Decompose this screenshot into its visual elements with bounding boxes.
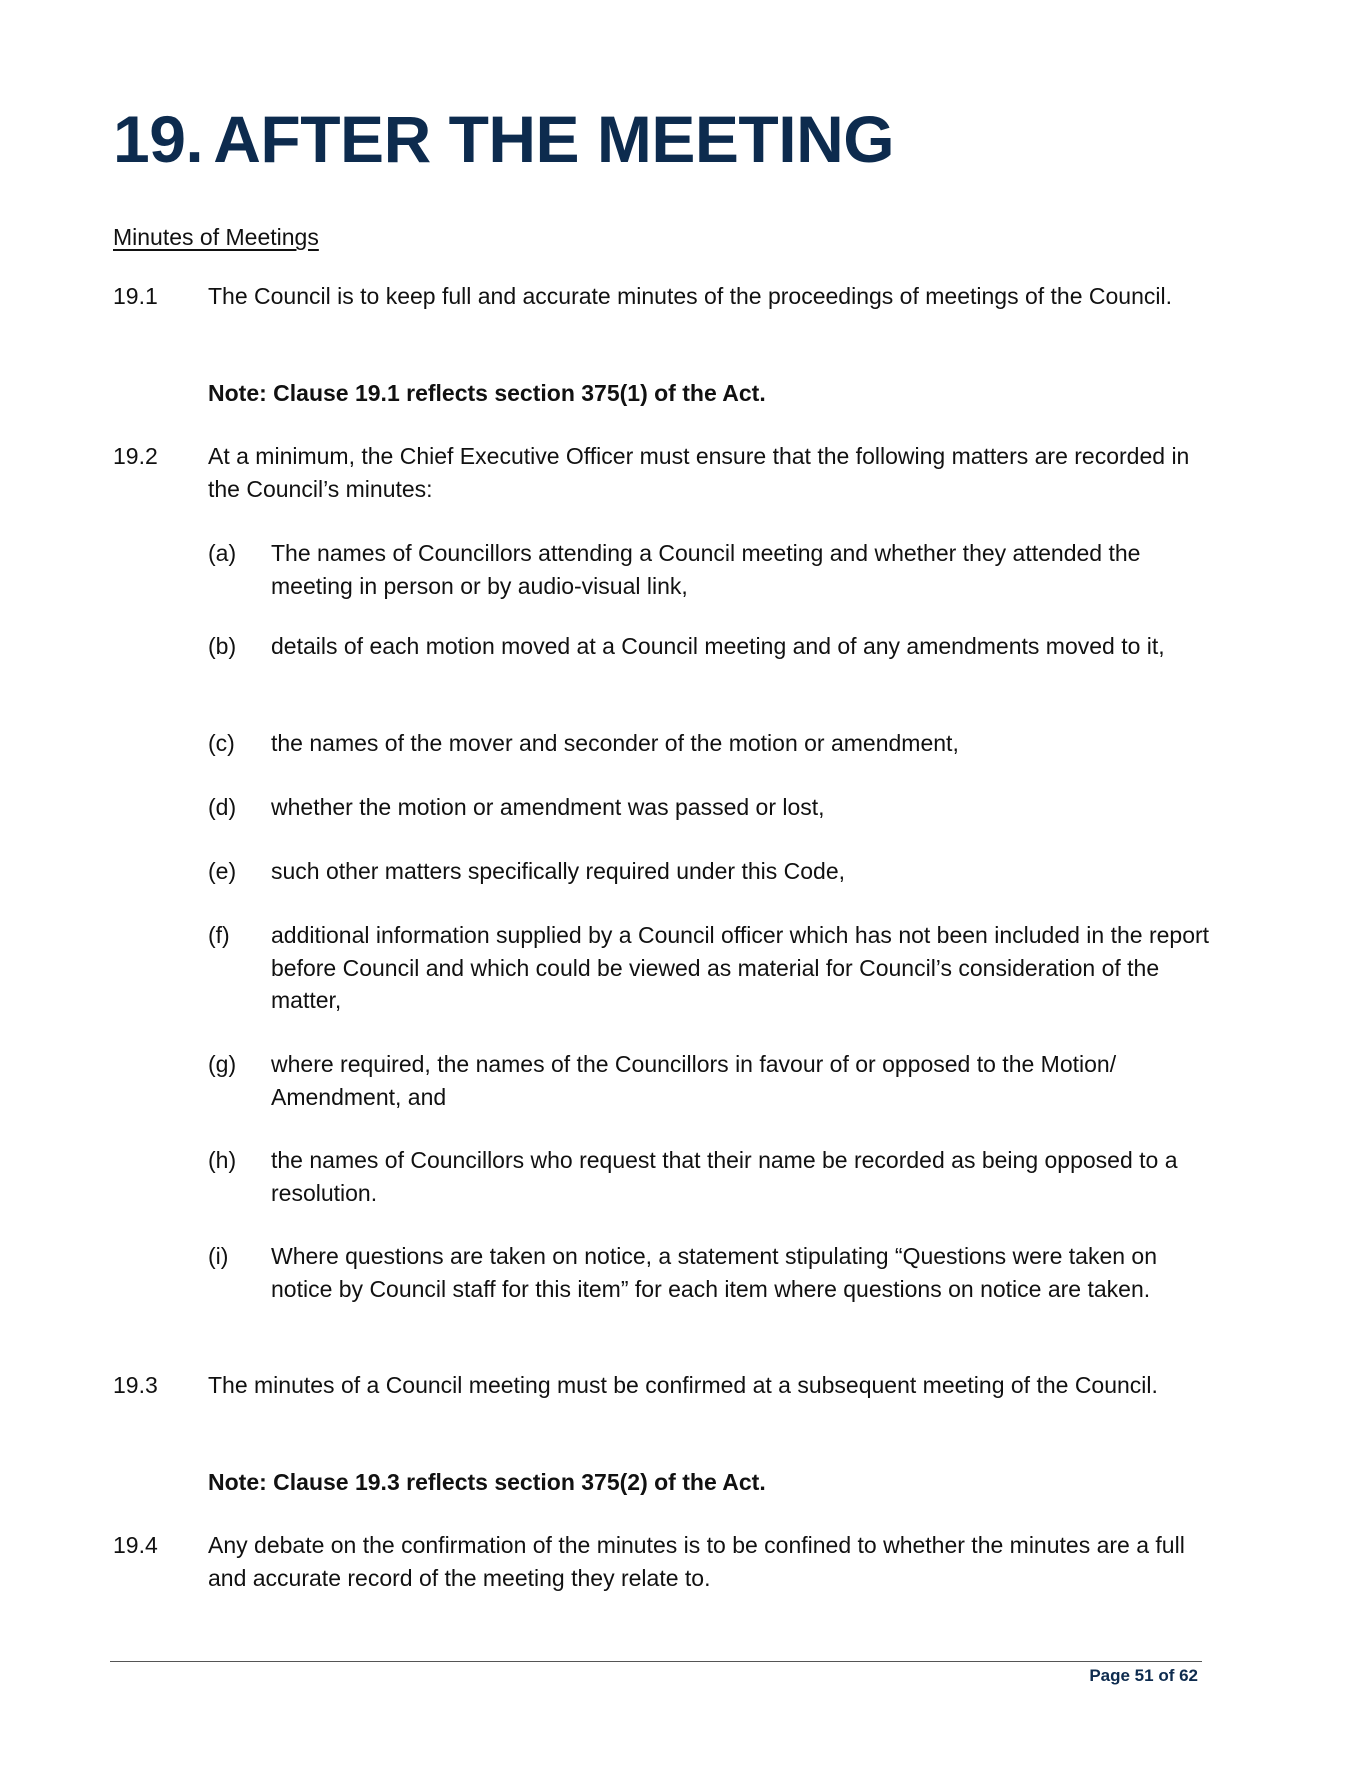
item-label: (h) bbox=[208, 1147, 237, 1173]
clause-text: At a minimum, the Chief Executive Officer must ensure that the following matters are recorded in the Council’s minutes: bbox=[208, 443, 1190, 502]
item-label: (c) bbox=[208, 730, 235, 756]
section-number: 19. bbox=[113, 102, 204, 176]
clause-19-4 bbox=[113, 1529, 1213, 1594]
clause-number: 19.2 bbox=[113, 443, 158, 469]
item-label: (b) bbox=[208, 633, 237, 659]
item-text: details of each motion moved at a Council meeting and of any amendments moved to it, bbox=[271, 633, 1165, 659]
clause-note: Note: Clause 19.1 reflects section 375(1) of the Act. bbox=[208, 380, 766, 406]
item-label: (a) bbox=[208, 540, 237, 566]
item-label: (f) bbox=[208, 922, 230, 948]
list-item bbox=[208, 919, 1218, 1017]
list-item bbox=[208, 630, 1218, 663]
item-text: Where questions are taken on notice, a statement stipulating “Questions were taken on notice by Council staff for this item” for each item where questions on notice are taken. bbox=[271, 1243, 1158, 1302]
footer-divider bbox=[110, 1661, 1202, 1662]
clause-19-3 bbox=[113, 1369, 1213, 1402]
list-item bbox=[208, 727, 1218, 760]
clause-19-2 bbox=[113, 440, 1213, 505]
clause-text: Any debate on the confirmation of the minutes is to be confined to whether the minutes are a full and accurate record of the meeting they relate to. bbox=[208, 1532, 1185, 1591]
item-label: (i) bbox=[208, 1243, 229, 1269]
item-text: whether the motion or amendment was passed or lost, bbox=[271, 794, 825, 820]
list-item bbox=[208, 855, 1218, 888]
clause-number: 19.4 bbox=[113, 1532, 158, 1558]
item-text: The names of Councillors attending a Council meeting and whether they attended the meeting in person or by audio-visual link, bbox=[271, 540, 1141, 599]
item-text: the names of Councillors who request that their name be recorded as being opposed to a resolution. bbox=[271, 1147, 1178, 1206]
item-label: (d) bbox=[208, 794, 237, 820]
item-label: (g) bbox=[208, 1051, 237, 1077]
item-text: additional information supplied by a Council officer which has not been included in the report before Council and which could be viewed as material for Council’s consideration of the matter, bbox=[271, 922, 1210, 1013]
clause-19-1 bbox=[113, 280, 1213, 313]
list-item bbox=[208, 1240, 1218, 1305]
list-item bbox=[208, 1144, 1218, 1209]
section-heading bbox=[113, 100, 894, 178]
item-text: the names of the mover and seconder of the motion or amendment, bbox=[271, 730, 959, 756]
clause-note: Note: Clause 19.3 reflects section 375(2) of the Act. bbox=[208, 1469, 766, 1495]
item-text: where required, the names of the Councillors in favour of or opposed to the Motion/ Amendment, and bbox=[271, 1051, 1117, 1110]
clause-number: 19.3 bbox=[113, 1372, 158, 1398]
item-label: (e) bbox=[208, 858, 237, 884]
clause-number: 19.1 bbox=[113, 283, 158, 309]
section-title: AFTER THE MEETING bbox=[213, 102, 895, 176]
list-item bbox=[208, 791, 1218, 824]
page-number: Page 51 of 62 bbox=[1089, 1666, 1198, 1685]
subheading-minutes: Minutes of Meetings bbox=[113, 224, 319, 250]
list-item bbox=[208, 537, 1218, 602]
item-text: such other matters specifically required under this Code, bbox=[271, 858, 846, 884]
clause-text: The minutes of a Council meeting must be confirmed at a subsequent meeting of the Council. bbox=[208, 1372, 1158, 1398]
list-item bbox=[208, 1048, 1218, 1113]
clause-text: The Council is to keep full and accurate minutes of the proceedings of meetings of the Council. bbox=[208, 283, 1172, 309]
